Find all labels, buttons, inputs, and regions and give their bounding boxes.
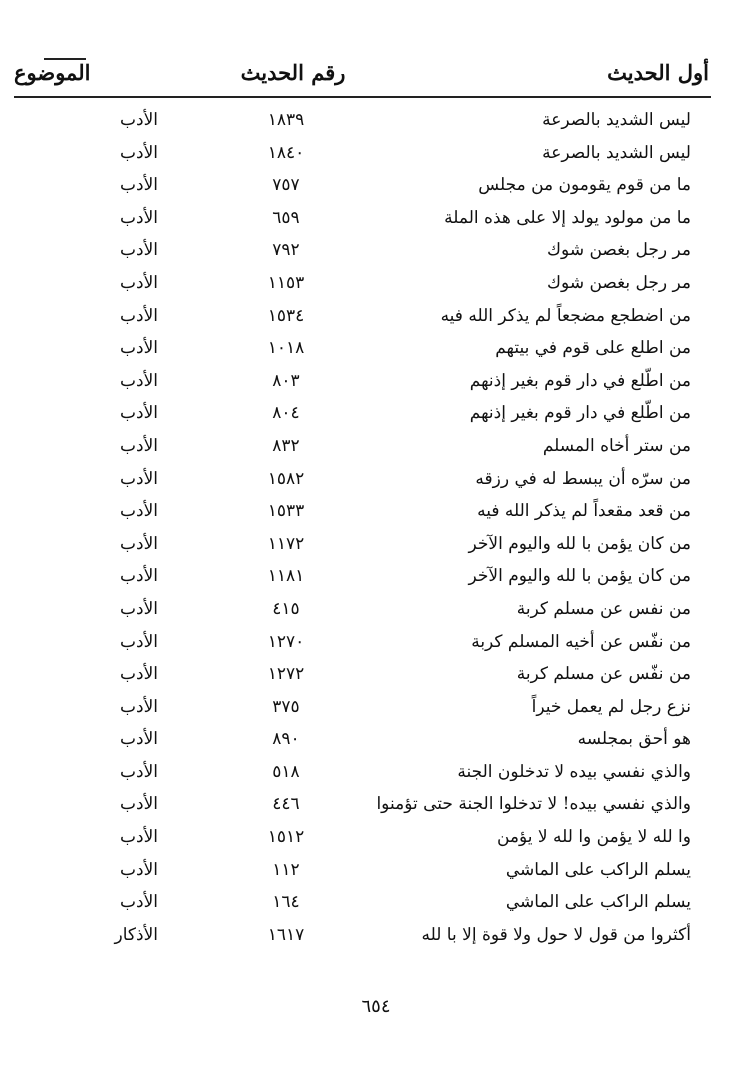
hadith-number: ١٦١٧ [267,924,305,945]
hadith-number: ١٥٣٤ [267,305,305,326]
hadith-number: ١١٧٢ [267,533,305,554]
hadith-topic: الأدب [120,142,158,163]
hadith-start-text: ليس الشديد بالصرعة [542,110,691,130]
hadith-start-text: يسلم الراكب على الماشي [505,892,691,913]
hadith-topic: الأدب [120,631,158,652]
hadith-start-text: وا لله لا يؤمن وا لله لا يؤمن [496,827,691,848]
hadith-start-text: من كان يؤمن با لله واليوم الآخر [468,566,691,587]
hadith-topic: الأدب [120,338,158,359]
table-row [0,723,753,756]
table-row [0,593,753,626]
table-row [0,528,753,561]
hadith-start-text: مر رجل بغصن شوك [547,240,691,261]
hadith-topic: الأدب [120,110,158,130]
hadith-number: ١٨٤٠ [267,142,305,163]
hadith-topic: الأذكار [114,924,158,945]
hadith-start-text: هو أحق بمجلسه [577,729,691,750]
table-row [0,430,753,463]
hadith-number: ٦٥٩ [272,207,300,228]
hadith-start-text: ما من مولود يولد إلا على هذه الملة [444,207,691,228]
hadith-number: ١٥٣٣ [267,501,305,522]
hadith-topic: الأدب [120,859,158,880]
table-row [0,756,753,789]
hadith-topic: الأدب [120,370,158,391]
table-row [0,234,753,267]
hadith-topic: الأدب [120,207,158,228]
hadith-number: ١٨٣٩ [267,110,305,130]
header-hadith-number: رقم الحديث [240,60,346,85]
table-row [0,202,753,235]
index-table-body [0,104,753,951]
hadith-start-text: ما من قوم يقومون من مجلس [478,175,691,196]
hadith-number: ١٥٨٢ [267,468,305,489]
hadith-number: ١١٨١ [267,566,305,587]
header-hadith-start: أول الحديث [607,60,709,85]
hadith-number: ١٥١٢ [267,827,305,848]
hadith-topic: الأدب [120,794,158,815]
hadith-start-text: ليس الشديد بالصرعة [542,142,691,163]
table-row [0,560,753,593]
hadith-number: ١٠١٨ [267,338,305,359]
hadith-topic: الأدب [120,435,158,456]
hadith-number: ٤١٥ [272,598,300,619]
hadith-topic: الأدب [120,533,158,554]
hadith-topic: الأدب [120,664,158,685]
hadith-number: ١١٢ [272,859,300,880]
hadith-number: ٨٣٢ [272,435,300,456]
hadith-topic: الأدب [120,598,158,619]
hadith-topic: الأدب [120,761,158,782]
header-topic: الموضوع [14,60,91,85]
table-row [0,137,753,170]
table-row [0,397,753,430]
hadith-start-text: والذي نفسي بيده لا تدخلون الجنة [457,761,691,782]
table-row [0,821,753,854]
hadith-start-text: والذي نفسي بيده! لا تدخلوا الجنة حتى تؤمنوا [376,794,691,815]
hadith-number: ١١٥٣ [267,272,305,293]
table-row [0,919,753,952]
table-row [0,267,753,300]
hadith-start-text: من نفّس عن أخيه المسلم كربة [471,631,691,652]
hadith-topic: الأدب [120,305,158,326]
hadith-number: ١٢٧٢ [267,664,305,685]
hadith-start-text: من كان يؤمن با لله واليوم الآخر [468,533,691,554]
table-row [0,463,753,496]
table-row [0,658,753,691]
table-row [0,365,753,398]
hadith-topic: الأدب [120,566,158,587]
hadith-topic: الأدب [120,501,158,522]
hadith-topic: الأدب [120,892,158,913]
table-row [0,332,753,365]
hadith-topic: الأدب [120,468,158,489]
table-row [0,495,753,528]
hadith-start-text: من اطلع على قوم في بيتهم [495,338,691,359]
hadith-start-text: من سرّه أن يبسط له في رزقه [475,468,691,489]
table-row [0,104,753,137]
hadith-start-text: من اطّلع في دار قوم بغير إذنهم [469,403,691,424]
hadith-start-text: مر رجل بغصن شوك [547,272,691,293]
hadith-start-text: أكثروا من قول لا حول ولا قوة إلا با لله [421,924,691,945]
table-row [0,691,753,724]
hadith-topic: الأدب [120,240,158,261]
hadith-start-text: من اضطجع مضجعاً لم يذكر الله فيه [440,305,691,326]
table-row [0,169,753,202]
hadith-start-text: يسلم الراكب على الماشي [505,859,691,880]
hadith-number: ١٦٤ [272,892,300,913]
hadith-start-text: من نفّس عن مسلم كربة [516,664,691,685]
hadith-start-text: نزع رجل لم يعمل خيراً [531,696,691,717]
hadith-number: ٨٩٠ [272,729,300,750]
hadith-topic: الأدب [120,175,158,196]
hadith-start-text: من ستر أخاه المسلم [542,435,691,456]
hadith-number: ٨٠٣ [272,370,300,391]
table-row [0,854,753,887]
hadith-number: ٣٧٥ [272,696,300,717]
hadith-start-text: من اطّلع في دار قوم بغير إذنهم [469,370,691,391]
hadith-topic: الأدب [120,272,158,293]
header-divider [14,96,711,98]
table-header [0,60,753,96]
table-row [0,886,753,919]
hadith-number: ٤٤٦ [272,794,300,815]
hadith-topic: الأدب [120,403,158,424]
page-number: ٦٥٤ [361,996,391,1017]
hadith-number: ١٢٧٠ [267,631,305,652]
hadith-number: ٥١٨ [272,761,300,782]
hadith-start-text: من نفس عن مسلم كربة [516,598,691,619]
hadith-number: ٧٥٧ [272,175,300,196]
table-row [0,788,753,821]
hadith-topic: الأدب [120,827,158,848]
hadith-start-text: من قعد مقعداً لم يذكر الله فيه [477,501,691,522]
table-row [0,300,753,333]
hadith-number: ٧٩٢ [272,240,300,261]
hadith-topic: الأدب [120,696,158,717]
hadith-topic: الأدب [120,729,158,750]
table-row [0,626,753,659]
hadith-number: ٨٠٤ [272,403,300,424]
